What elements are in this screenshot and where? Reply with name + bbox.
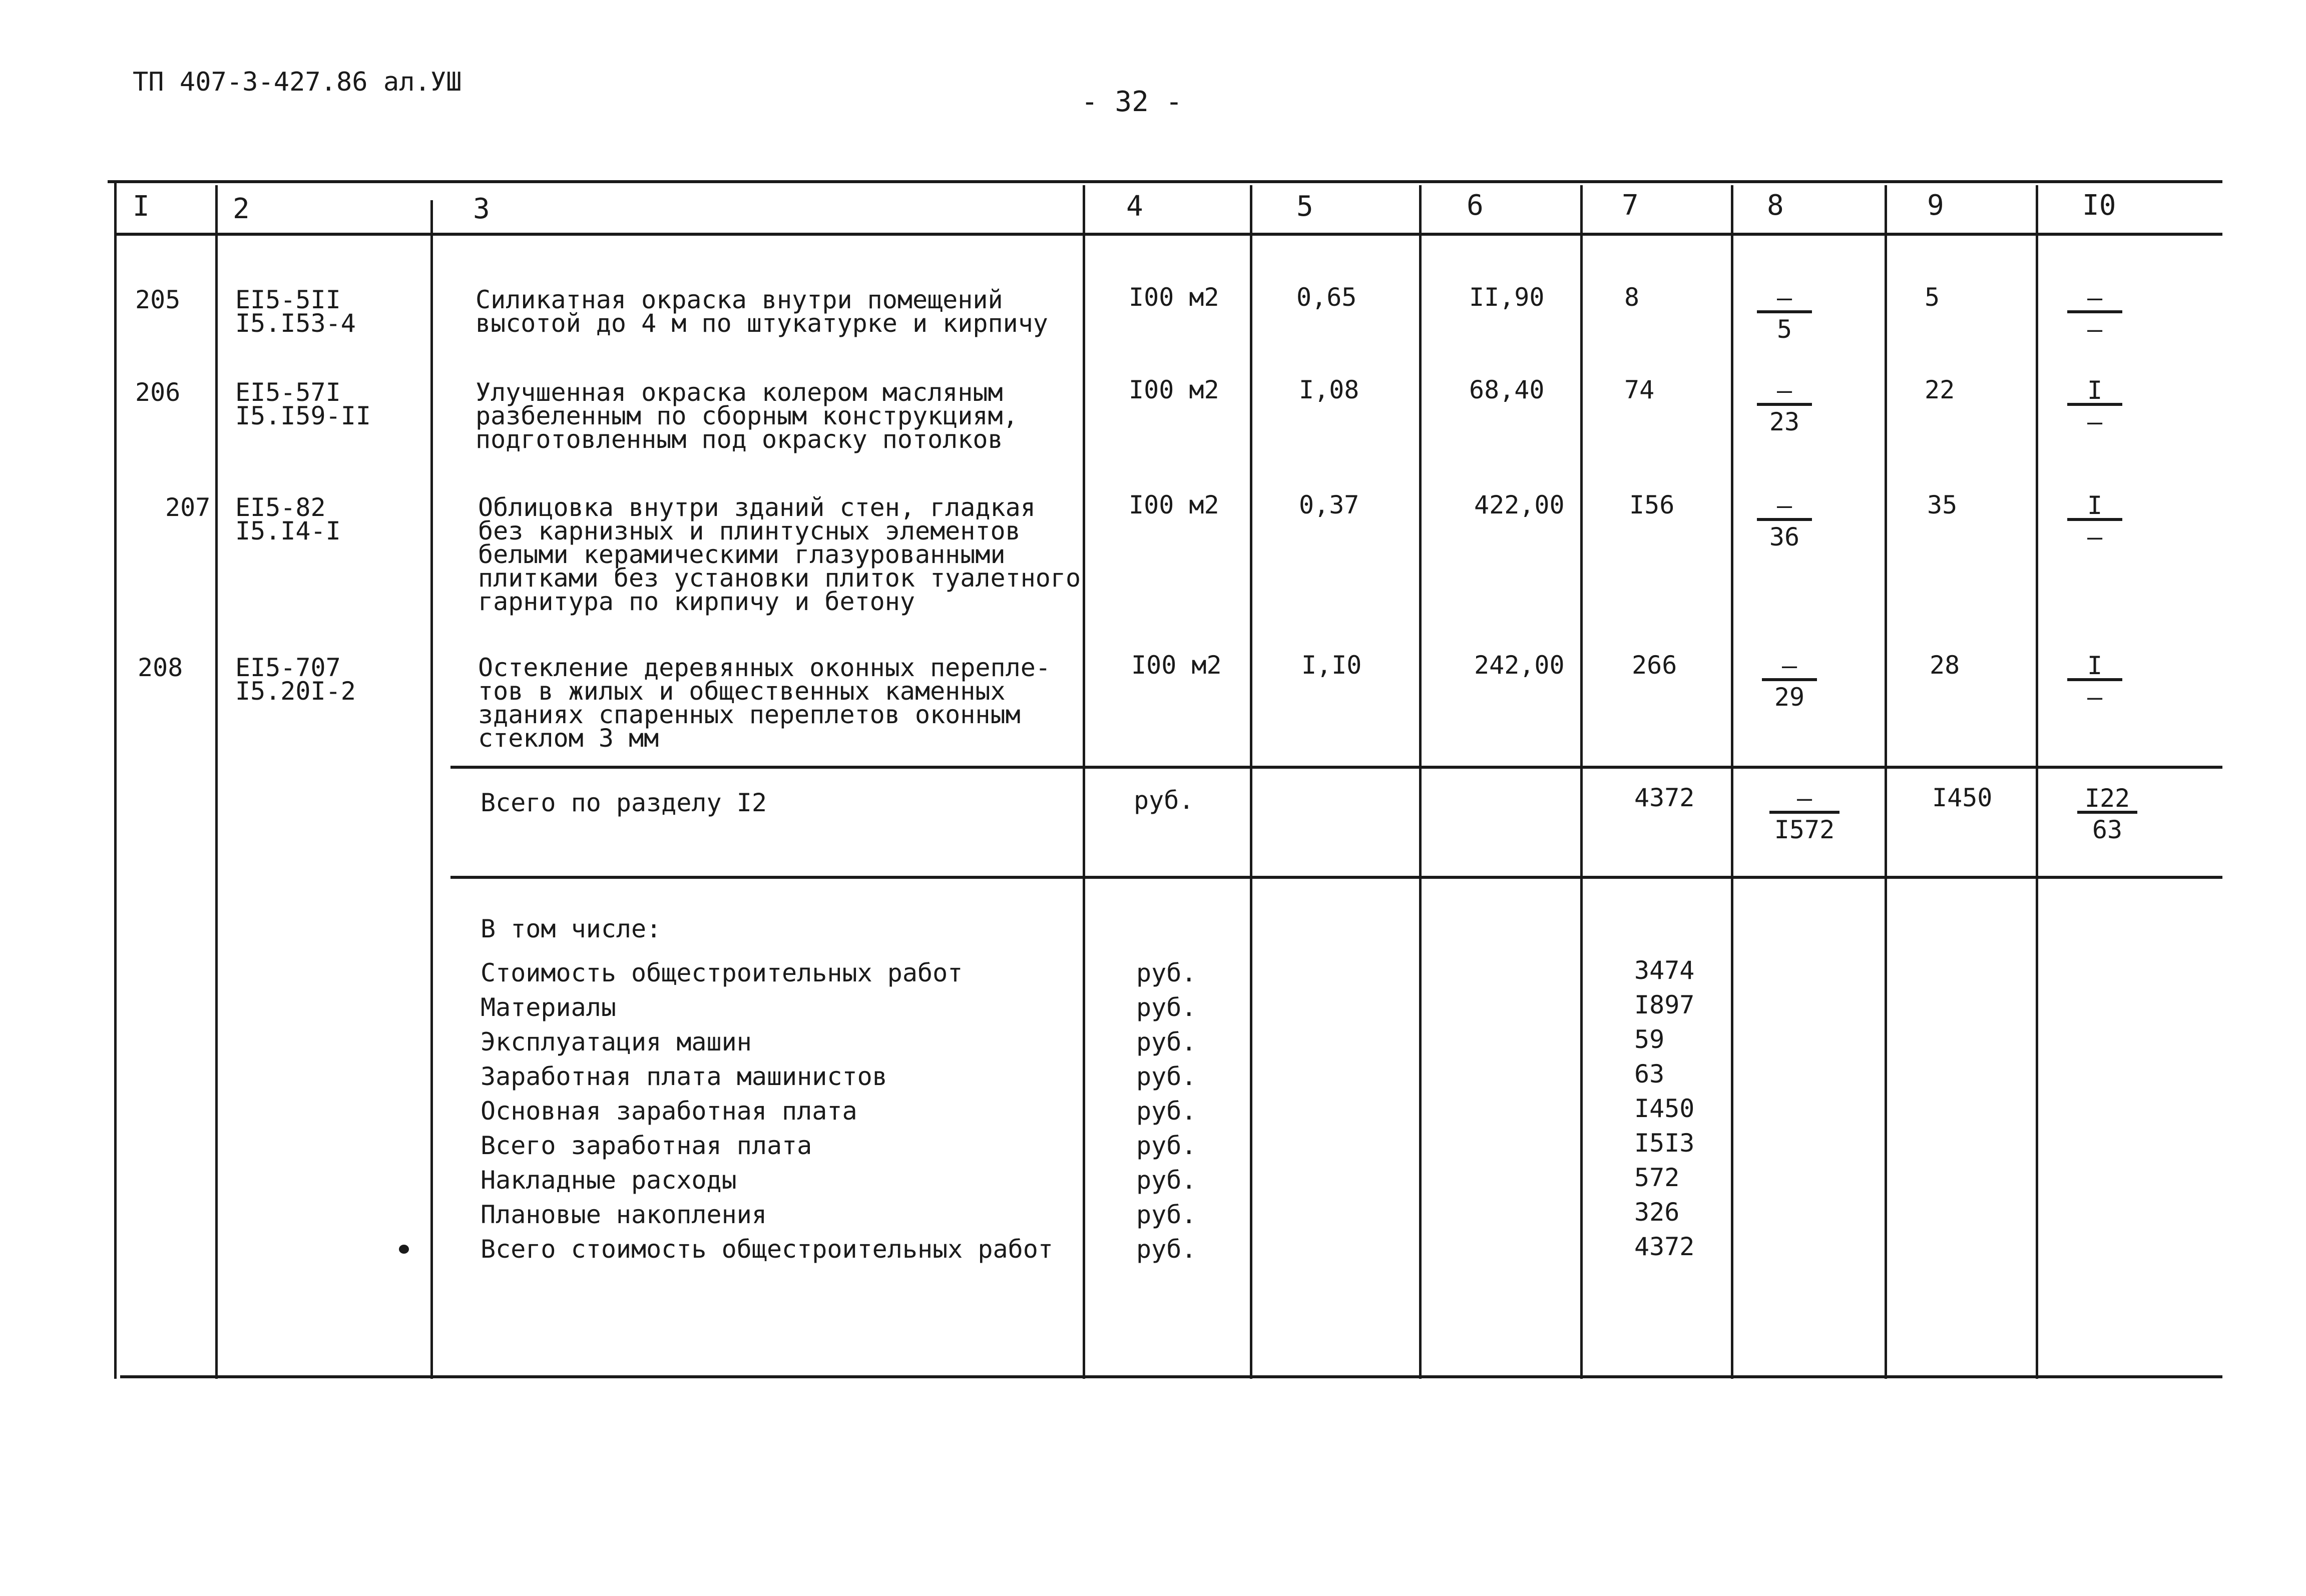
row-number: 206 [135,378,181,407]
rate-code: I5.I53-4 [235,309,356,338]
column-header-7: 7 [1622,189,1639,222]
work-description: без карнизных и плинтусных элементов [478,516,1021,546]
fraction-denominator: I572 [1774,815,1835,844]
section-total-cost: 4372 [1634,783,1695,812]
quantity: I,08 [1299,375,1359,404]
rate-code: I5.20I-2 [235,677,356,706]
fraction-numerator: – [1757,493,1812,521]
breakdown-label: Плановые накопления [481,1200,767,1229]
ink-dot [399,1245,409,1254]
breakdown-value: I450 [1634,1094,1695,1123]
document-code: ТП 407-3-427.86 ал.УШ [133,67,462,97]
fraction-denominator: – [2087,683,2103,712]
column-header-4: 4 [1126,190,1143,223]
breakdown-label: Основная заработная плата [481,1097,857,1126]
section-total-unit: руб. [1134,786,1194,815]
work-description: гарнитура по кирпичу и бетону [478,587,915,616]
fraction-numerator: I [2067,493,2122,521]
breakdown-label: Всего стоимость общестроительных работ [481,1235,1053,1264]
quantity: I,I0 [1301,651,1362,680]
rate-code: EI5-82 [235,493,326,522]
work-description: плитками без установки плиток туалетного [478,564,1081,593]
fraction-denominator: – [2087,315,2103,344]
column-header-6: 6 [1467,189,1484,222]
breakdown-value: I5I3 [1634,1129,1695,1158]
col9-value: 35 [1927,490,1958,519]
fraction-denominator: 5 [1776,315,1792,344]
column-header-10: I0 [2082,189,2116,222]
fraction-denominator: 29 [1774,683,1805,712]
total-cost: 266 [1632,651,1677,680]
breakdown-value: 4372 [1634,1232,1695,1261]
breakdown-unit: руб. [1136,1062,1197,1091]
col9-value: 5 [1925,283,1940,312]
work-description: тов в жилых и общественных каменных [478,677,1006,706]
unit: I00 м2 [1129,375,1219,404]
breakdown-value: 572 [1634,1163,1680,1192]
fraction-numerator: I22 [2077,786,2137,814]
work-description: высотой до 4 м по штукатурке и кирпичу [476,309,1048,338]
fraction-denominator: – [2087,522,2103,552]
col9-value: 22 [1925,375,1955,404]
unit-price: 68,40 [1469,375,1545,404]
fraction-denominator: 36 [1769,522,1800,552]
section-total-col9: I450 [1932,783,1993,812]
breakdown-label: Эксплуатация машин [481,1027,752,1056]
fraction-numerator: – [1757,285,1812,313]
breakdown-unit: руб. [1136,993,1197,1022]
col10-fraction [2067,491,2122,552]
breakdown-unit: руб. [1136,1097,1197,1126]
total-cost: I56 [1629,490,1675,519]
work-description: Облицовка внутри зданий стен, гладкая [478,493,1036,522]
work-description: стеклом 3 мм [478,724,659,753]
breakdown-value: 3474 [1634,956,1695,985]
col8-fraction [1762,651,1817,712]
fraction-numerator: – [1762,653,1817,681]
work-description: разбеленным по сборным конструкциям, [476,401,1018,430]
breakdown-unit: руб. [1136,1027,1197,1056]
column-header-2: 2 [233,193,250,225]
column-header-3: 3 [473,193,490,225]
col10-fraction [2067,651,2122,712]
breakdown-value: 326 [1634,1198,1680,1227]
total-cost: 74 [1624,375,1655,404]
unit: I00 м2 [1129,490,1219,519]
fraction-numerator: – [1757,378,1812,406]
breakdown-heading: В том числе: [481,914,662,943]
breakdown-unit: руб. [1136,1131,1197,1160]
breakdown-value: 59 [1634,1025,1665,1054]
unit: I00 м2 [1129,283,1219,312]
section-total-col8-fraction [1769,784,1839,844]
fraction-numerator: I [2067,378,2122,406]
col8-fraction [1757,491,1812,552]
breakdown-unit: руб. [1136,1235,1197,1264]
fraction-numerator: – [1769,786,1839,814]
row-number: 208 [138,653,183,682]
quantity: 0,65 [1296,283,1357,312]
fraction-numerator: – [2067,285,2122,313]
fraction-numerator: I [2067,653,2122,681]
row-number: 207 [165,493,211,522]
column-header-5: 5 [1296,190,1313,223]
total-cost: 8 [1624,283,1640,312]
col8-fraction [1757,283,1812,344]
rate-code: EI5-707 [235,653,341,682]
quantity: 0,37 [1299,490,1359,519]
breakdown-label: Накладные расходы [481,1166,737,1195]
breakdown-unit: руб. [1136,1200,1197,1229]
column-header-9: 9 [1927,189,1944,222]
unit: I00 м2 [1131,651,1222,680]
breakdown-value: I897 [1634,990,1695,1019]
breakdown-label: Материалы [481,993,616,1022]
breakdown-label: Стоимость общестроительных работ [481,958,963,987]
breakdown-value: 63 [1634,1059,1665,1089]
unit-price: 422,00 [1474,490,1565,519]
work-description: белыми керамическими глазурованными [478,540,1006,569]
work-description: Остекление деревянных оконных перепле- [478,653,1051,682]
rate-code: EI5-57I [235,378,341,407]
breakdown-unit: руб. [1136,958,1197,987]
rate-code: I5.I4-I [235,516,341,546]
unit-price: II,90 [1469,283,1545,312]
column-header-8: 8 [1767,189,1784,222]
col10-fraction [2067,283,2122,344]
fraction-denominator: 23 [1769,407,1800,436]
rate-code: I5.I59-II [235,401,371,430]
col9-value: 28 [1930,651,1960,680]
rate-code: EI5-5II [235,285,341,314]
work-description: подготовленным под окраску потолков [476,425,1003,454]
unit-price: 242,00 [1474,651,1565,680]
work-description: Улучшенная окраска колером масляным [476,378,1003,407]
page-number: - 32 - [1081,86,1183,118]
row-number: 205 [135,285,181,314]
section-total-col10-fraction [2077,784,2137,844]
breakdown-label: Всего заработная плата [481,1131,812,1160]
work-description: Силикатная окраска внутри помещений [476,285,1003,314]
breakdown-label: Заработная плата машинистов [481,1062,887,1091]
section-total-label: Всего по разделу I2 [481,788,767,817]
fraction-denominator: – [2087,407,2103,436]
breakdown-unit: руб. [1136,1166,1197,1195]
work-description: зданиях спаренных переплетов оконным [478,700,1021,729]
fraction-denominator: 63 [2092,815,2123,844]
col8-fraction [1757,376,1812,436]
col10-fraction [2067,376,2122,436]
column-header-1: I [133,190,150,223]
